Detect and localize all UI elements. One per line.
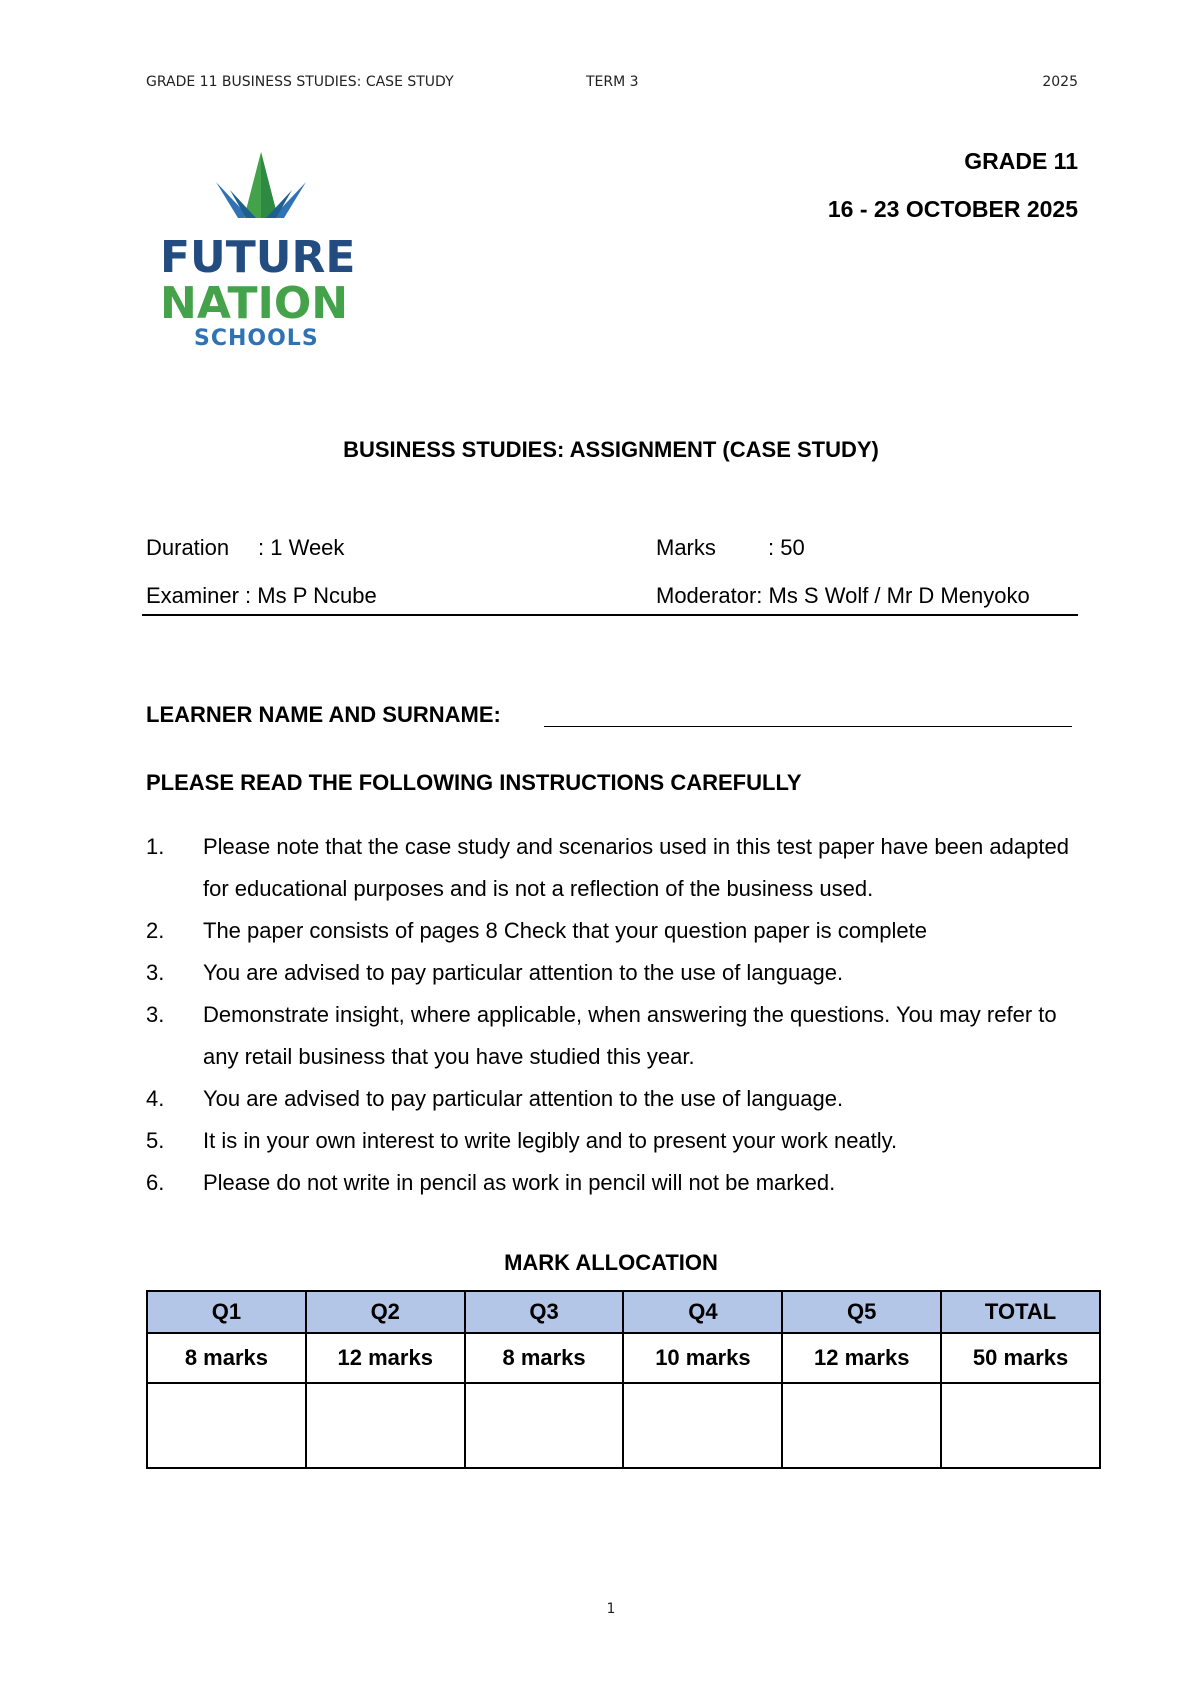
list-item xyxy=(146,826,1076,910)
table-cell: 8 marks xyxy=(147,1333,306,1383)
examiner-field: Examiner : Ms P Ncube xyxy=(146,583,377,608)
score-cell-total[interactable] xyxy=(941,1383,1100,1468)
list-item-text: You are advised to pay particular attention to the use of language. xyxy=(203,1086,844,1111)
marks-value: : 50 xyxy=(768,535,805,560)
score-cell-q4[interactable] xyxy=(623,1383,782,1468)
learner-name-field[interactable] xyxy=(544,726,1072,727)
grade-label: GRADE 11 xyxy=(964,148,1078,174)
header-term: TERM 3 xyxy=(586,74,639,90)
logo-word-future: FUTURE xyxy=(160,232,356,283)
list-item-number: 1. xyxy=(146,834,165,859)
table-cell: 12 marks xyxy=(306,1333,465,1383)
duration-value: : 1 Week xyxy=(258,535,345,560)
table-header-row xyxy=(147,1291,1100,1333)
instructions-list xyxy=(146,826,1076,1204)
table-cell: 12 marks xyxy=(782,1333,941,1383)
table-header-cell: Q3 xyxy=(465,1291,624,1333)
divider xyxy=(142,614,1078,616)
header-subject: GRADE 11 BUSINESS STUDIES: CASE STUDY xyxy=(146,74,454,90)
table-header-cell: Q4 xyxy=(623,1291,782,1333)
logo-word-nation: NATION xyxy=(160,278,349,329)
header-year: 2025 xyxy=(1042,74,1078,90)
score-cell-q1[interactable] xyxy=(147,1383,306,1468)
table-header-cell: TOTAL xyxy=(941,1291,1100,1333)
list-item-number: 2. xyxy=(146,918,165,943)
marks-field xyxy=(656,535,805,561)
instructions-heading: PLEASE READ THE FOLLOWING INSTRUCTIONS CAREFULLY xyxy=(146,770,802,795)
page-number: 1 xyxy=(606,1601,616,1617)
score-cell-q3[interactable] xyxy=(465,1383,624,1468)
table-row-empty xyxy=(147,1383,1100,1468)
duration-field xyxy=(146,535,344,561)
list-item-number: 6. xyxy=(146,1170,165,1195)
list-item xyxy=(146,1120,1076,1162)
table-header-cell: Q2 xyxy=(306,1291,465,1333)
marks-label: Marks xyxy=(656,535,716,560)
page-title: BUSINESS STUDIES: ASSIGNMENT (CASE STUDY) xyxy=(343,437,879,462)
list-item xyxy=(146,994,1076,1078)
list-item xyxy=(146,952,1076,994)
list-item-text: You are advised to pay particular attention to the use of language. xyxy=(203,960,844,985)
moderator-field: Moderator: Ms S Wolf / Mr D Menyoko xyxy=(656,583,1030,608)
score-cell-q5[interactable] xyxy=(782,1383,941,1468)
list-item-text: The paper consists of pages 8 Check that your question paper is complete xyxy=(203,918,927,943)
list-item-text: Please note that the case study and scenarios used in this test paper have been adapted for educational purposes and is not a reflection of the business used. xyxy=(203,834,1069,901)
table-row xyxy=(147,1333,1100,1383)
table-header-cell: Q5 xyxy=(782,1291,941,1333)
school-logo xyxy=(156,152,366,351)
logo-word-schools: SCHOOLS xyxy=(194,326,319,351)
list-item-text: Please do not write in pencil as work in pencil will not be marked. xyxy=(203,1170,836,1195)
list-item-text: It is in your own interest to write legibly and to present your work neatly. xyxy=(203,1128,898,1153)
list-item-number: 3. xyxy=(146,1002,165,1027)
mark-allocation-title: MARK ALLOCATION xyxy=(504,1250,718,1275)
list-item-number: 5. xyxy=(146,1128,165,1153)
crown-icon xyxy=(216,152,306,218)
learner-name-label: LEARNER NAME AND SURNAME: xyxy=(146,702,501,727)
list-item xyxy=(146,1078,1076,1120)
list-item-number: 3. xyxy=(146,960,165,985)
list-item-text: Demonstrate insight, where applicable, when answering the questions. You may refer to any retail business that you have studied this year. xyxy=(203,1002,1057,1069)
table-cell: 8 marks xyxy=(465,1333,624,1383)
list-item xyxy=(146,910,1076,952)
list-item-number: 4. xyxy=(146,1086,165,1111)
date-range: 16 - 23 OCTOBER 2025 xyxy=(827,196,1078,222)
mark-allocation-table xyxy=(146,1290,1101,1469)
table-header-cell: Q1 xyxy=(147,1291,306,1333)
score-cell-q2[interactable] xyxy=(306,1383,465,1468)
table-cell: 10 marks xyxy=(623,1333,782,1383)
duration-label: Duration xyxy=(146,535,230,560)
list-item xyxy=(146,1162,1076,1204)
table-cell: 50 marks xyxy=(941,1333,1100,1383)
